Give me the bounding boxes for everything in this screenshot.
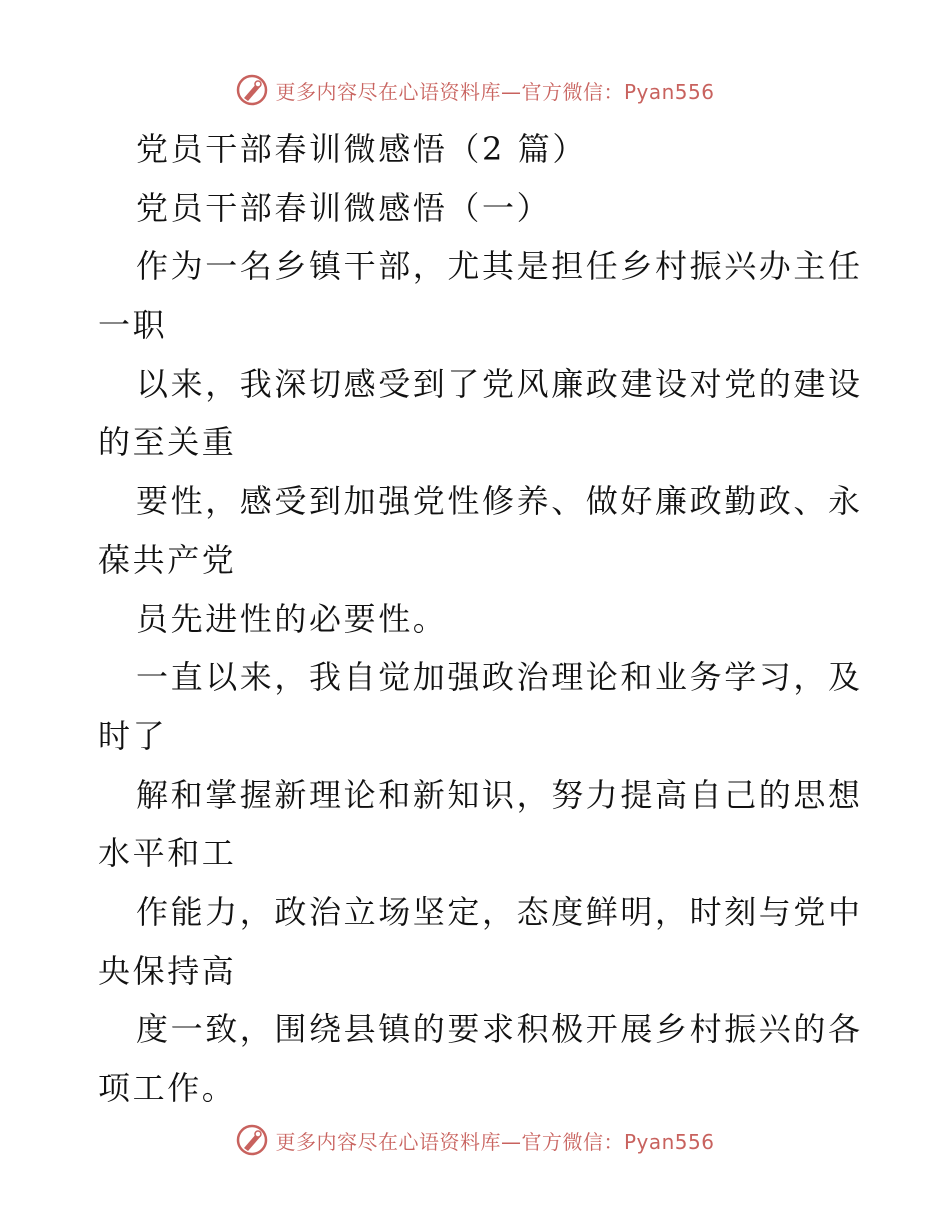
paragraph-line: 作能力，政治立场坚定，态度鲜明，时刻与党中 xyxy=(136,892,863,931)
paragraph-line: 央保持高 xyxy=(98,951,237,990)
header-banner xyxy=(0,70,950,110)
paragraph-line: 以来，我深切感受到了党风廉政建设对党的建设 xyxy=(136,364,863,403)
paragraph-line: 员先进性的必要性。 xyxy=(136,599,448,638)
section-heading: 党员干部春训微感悟（一） xyxy=(136,188,552,227)
paragraph-line: 一直以来，我自觉加强政治理论和业务学习，及 xyxy=(136,658,863,697)
paragraph-line: 解和掌握新理论和新知识，努力提高自己的思想 xyxy=(136,775,863,814)
footer-banner xyxy=(0,1120,950,1160)
paragraph-line: 葆共产党 xyxy=(98,540,237,579)
paragraph-line: 作为一名乡镇干部，尤其是担任乡村振兴办主任 xyxy=(136,247,863,286)
paragraph-line: 水平和工 xyxy=(98,834,237,873)
paragraph-line: 度一致，围绕县镇的要求积极开展乡村振兴的各 xyxy=(136,1010,863,1049)
paragraph-line: 的至关重 xyxy=(98,423,237,462)
pen-nib-icon xyxy=(235,1123,269,1157)
paragraph-line: 时了 xyxy=(98,716,168,755)
paragraph-line: 一职 xyxy=(98,306,168,345)
footer-banner-text: 更多内容尽在心语资料库—官方微信：Pyan556 xyxy=(275,1129,715,1154)
document-body xyxy=(98,120,863,1118)
document-title: 党员干部春训微感悟（2 篇） xyxy=(136,130,587,168)
header-banner-text: 更多内容尽在心语资料库—官方微信：Pyan556 xyxy=(275,79,715,104)
paragraph-line: 要性，感受到加强党性修养、做好廉政勤政、永 xyxy=(136,482,863,521)
paragraph-line: 项工作。 xyxy=(98,1069,237,1107)
pen-nib-icon xyxy=(235,73,269,107)
